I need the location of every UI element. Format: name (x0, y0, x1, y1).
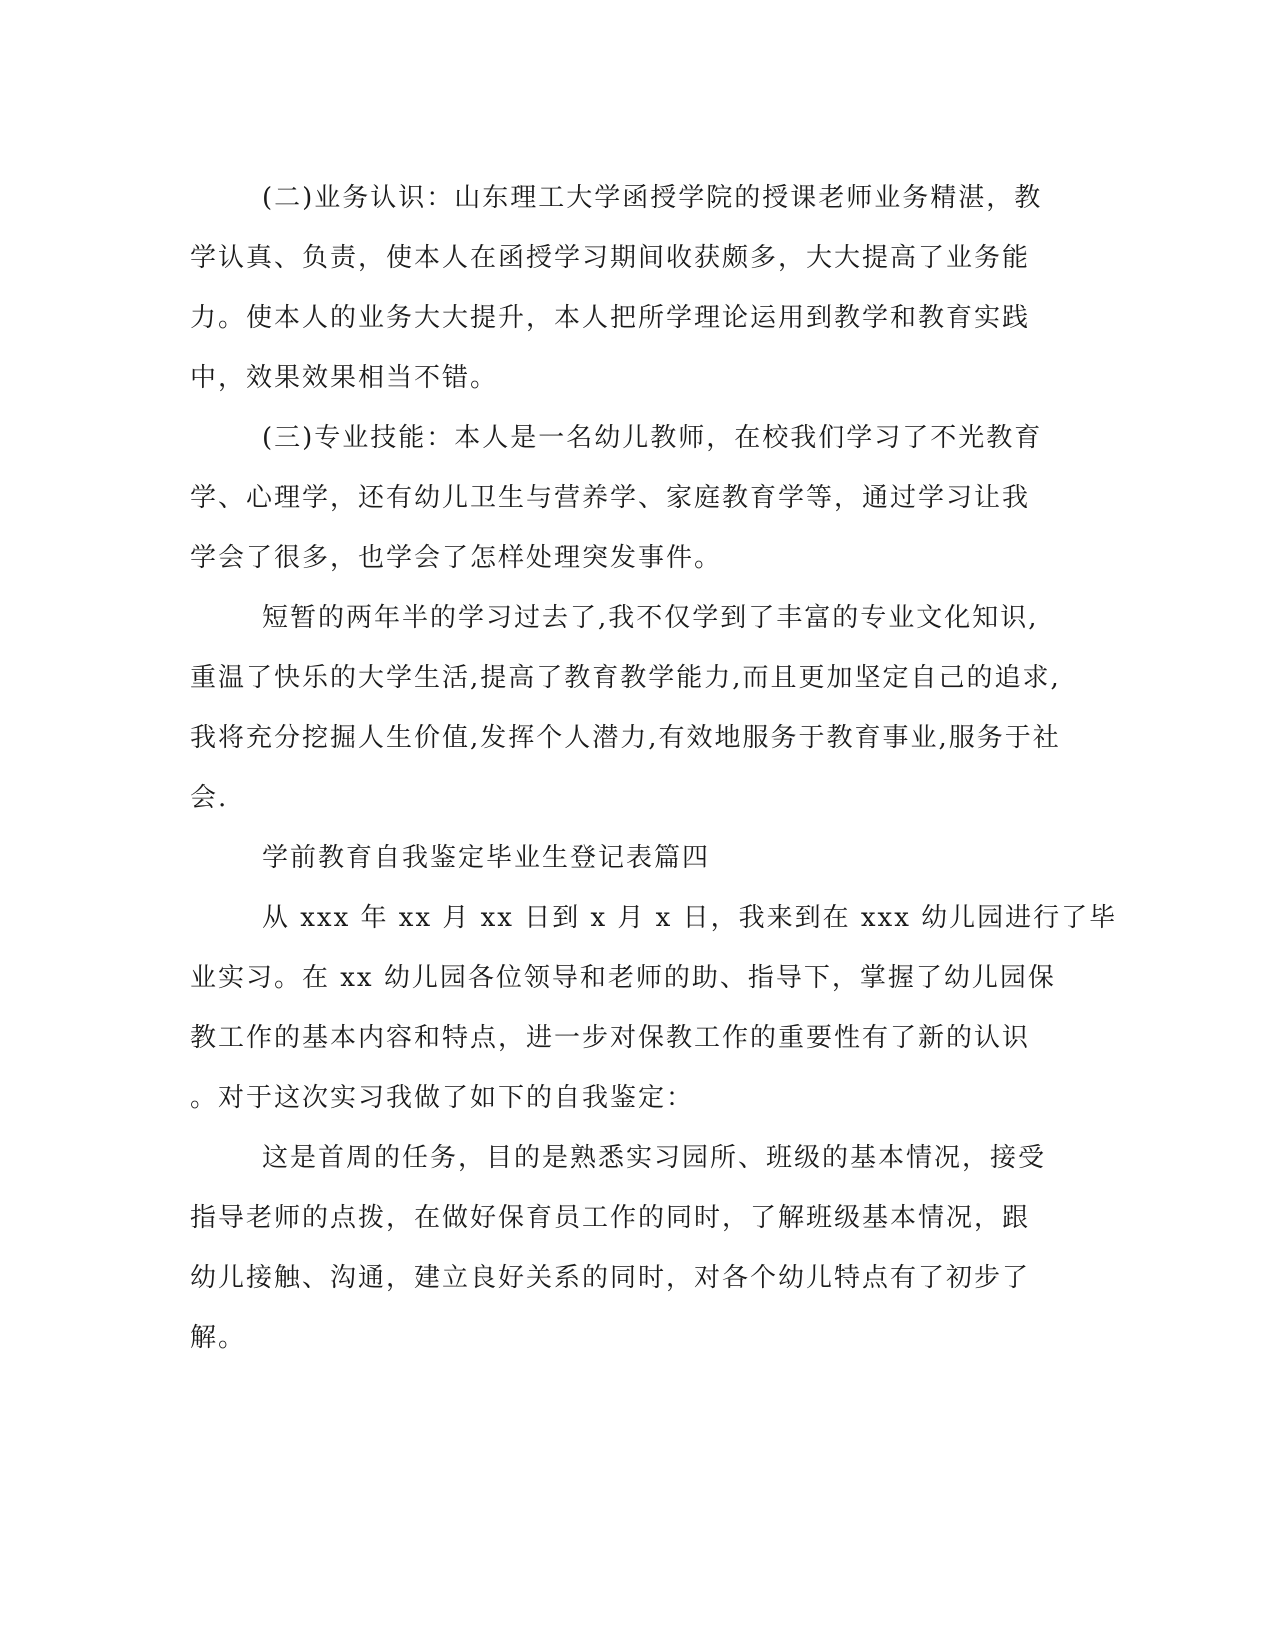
text-line: (二)业务认识：山东理工大学函授学院的授课老师业务精湛，教 (262, 183, 1043, 213)
text-line: 学认真、负责，使本人在函授学习期间收获颇多，大大提高了业务能 (190, 243, 1031, 273)
text-line: 力。使本人的业务大大提升，本人把所学理论运用到教学和教育实践 (190, 303, 1031, 333)
text-line: 中，效果效果相当不错。 (190, 363, 499, 393)
text-line: 业实习。在 xx 幼儿园各位领导和老师的助、指导下，掌握了幼儿园保 (190, 963, 1056, 993)
paragraph-internship-intro (190, 888, 1118, 1128)
paragraph-first-week (190, 1128, 1090, 1368)
section-heading (190, 828, 1090, 888)
text-line: 解。 (190, 1323, 247, 1353)
text-line: 这是首周的任务，目的是熟悉实习园所、班级的基本情况，接受 (262, 1143, 1047, 1173)
text-line: 会. (190, 783, 229, 813)
paragraph-business-knowledge (190, 168, 1090, 408)
text-line: 我将充分挖掘人生价值,发挥个人潜力,有效地服务于教育事业,服务于社 (190, 723, 1061, 753)
text-line: 学会了很多，也学会了怎样处理突发事件。 (190, 543, 723, 573)
text-line: 学、心理学，还有幼儿卫生与营养学、家庭教育学等，通过学习让我 (190, 483, 1031, 513)
text-line: 重温了快乐的大学生活,提高了教育教学能力,而且更加坚定自己的追求, (190, 663, 1061, 693)
paragraph-professional-skills (190, 408, 1090, 588)
text-line: 短暂的两年半的学习过去了,我不仅学到了丰富的专业文化知识, (262, 603, 1039, 633)
text-line: 。对于这次实习我做了如下的自我鉴定： (190, 1083, 695, 1113)
text-line: 教工作的基本内容和特点，进一步对保教工作的重要性有了新的认识 (190, 1023, 1031, 1053)
text-line: 幼儿接触、沟通，建立良好关系的同时，对各个幼儿特点有了初步了 (190, 1263, 1031, 1293)
document-body (190, 168, 1118, 1368)
paragraph-summary (190, 588, 1090, 828)
section-title: 学前教育自我鉴定毕业生登记表篇四 (262, 843, 711, 873)
text-line: 指导老师的点拨，在做好保育员工作的同时，了解班级基本情况，跟 (190, 1203, 1031, 1233)
text-line: (三)专业技能：本人是一名幼儿教师，在校我们学习了不光教育 (262, 423, 1043, 453)
text-line: 从 xxx 年 xx 月 xx 日到 x 月 x 日，我来到在 xxx 幼儿园进行了毕 (262, 903, 1118, 933)
